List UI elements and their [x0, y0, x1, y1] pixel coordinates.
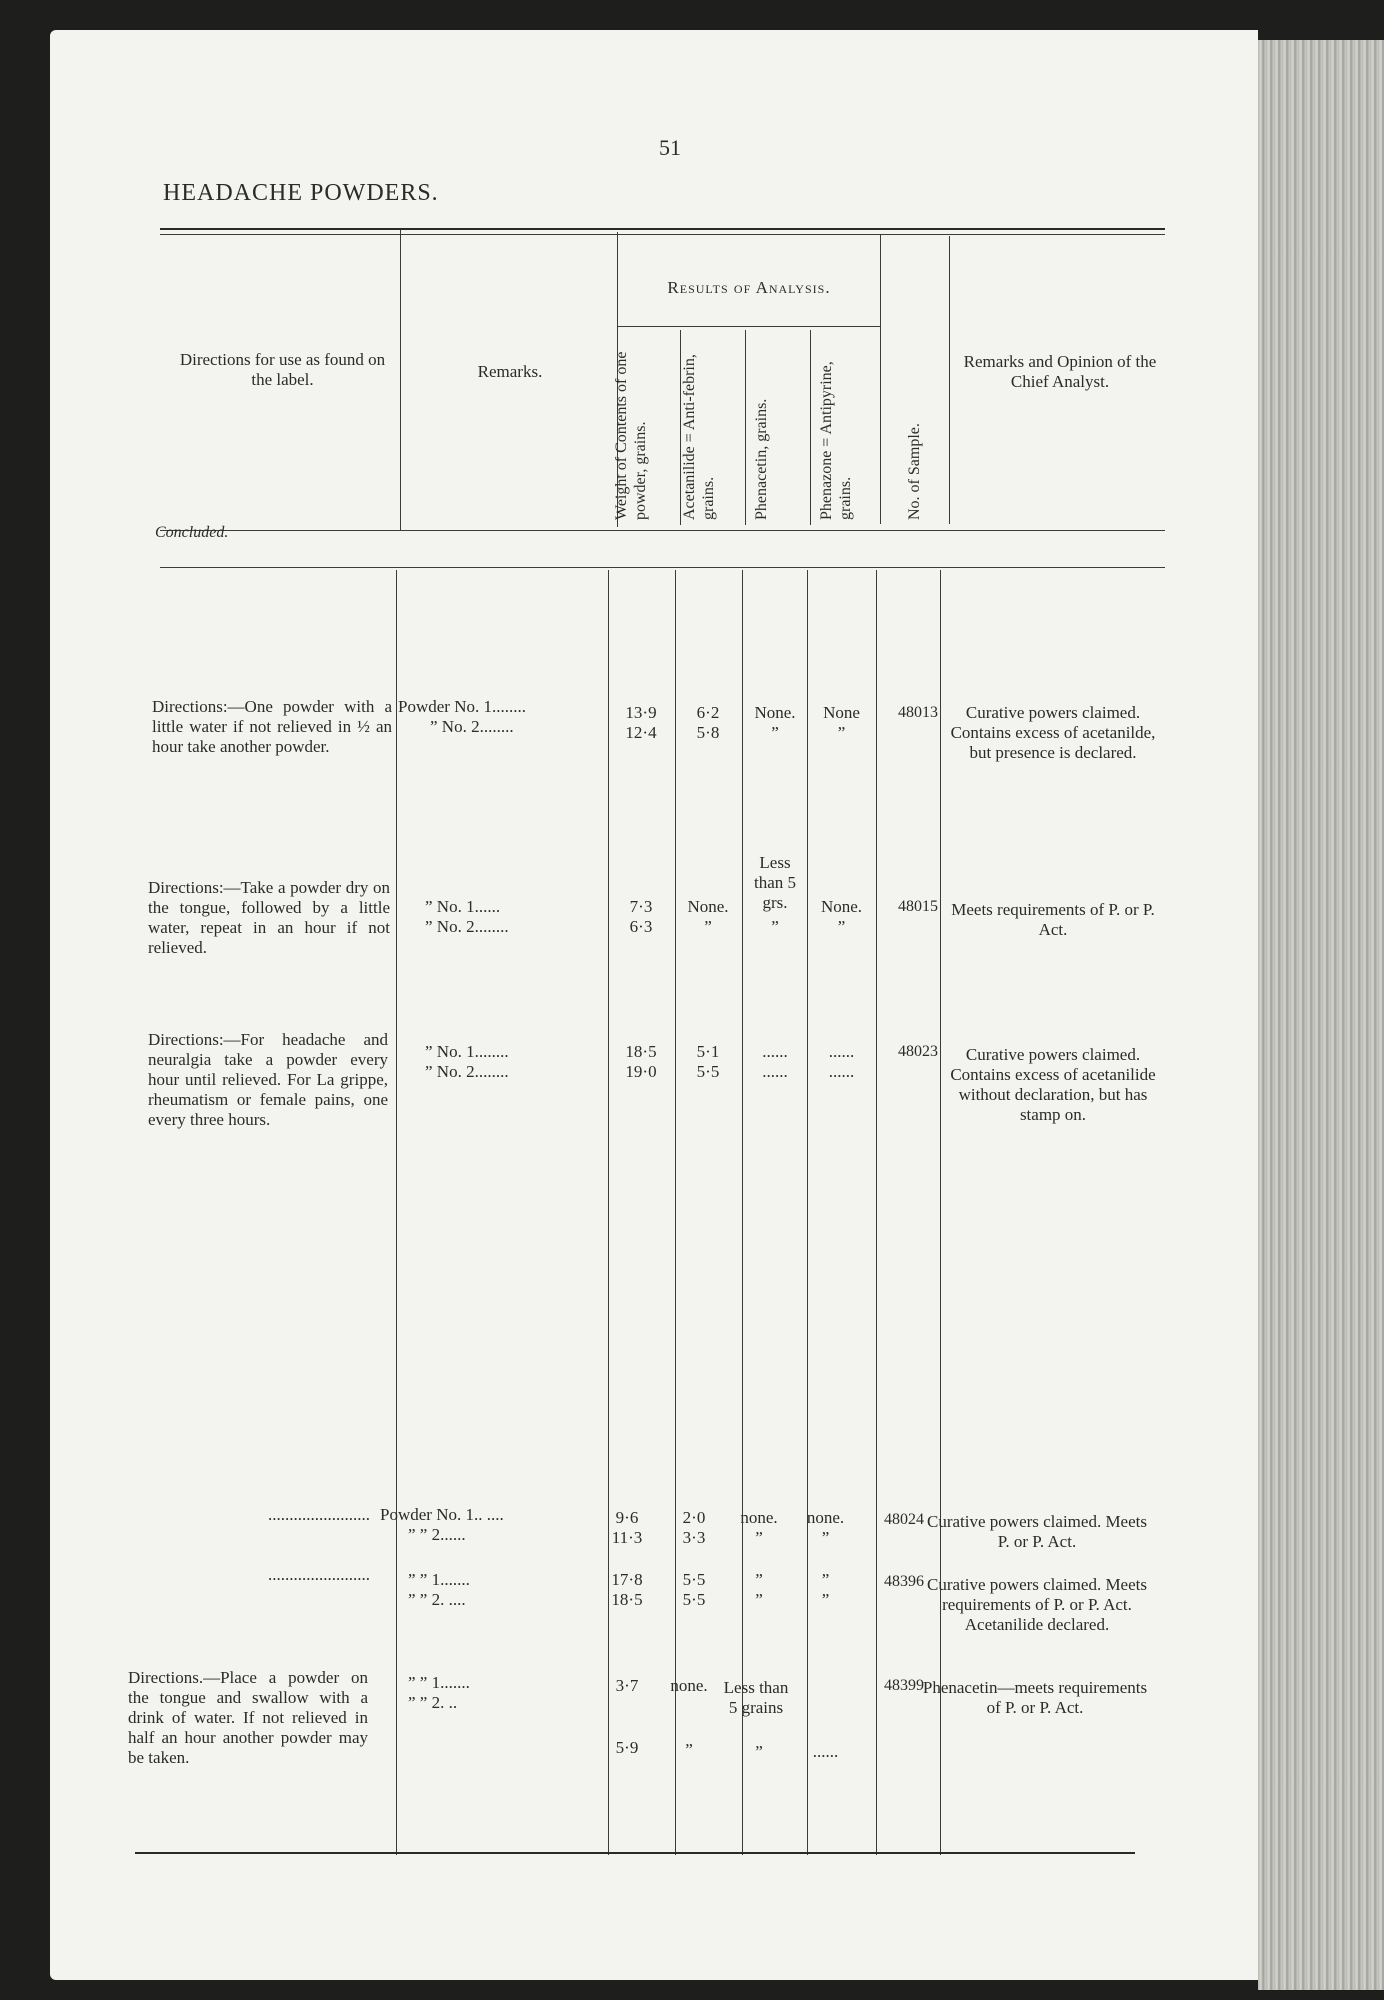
entry-acetanilide: 5·1 — [696, 1042, 720, 1061]
entry-phenazone: ...... — [812, 1742, 839, 1761]
entry-phenacetin: ” — [771, 917, 779, 936]
entry-opinion: Curative powers claimed. Contains excess of acetanilide without declaration, but has stamp on. — [950, 1045, 1156, 1124]
entry-weight: 5·9 — [615, 1738, 639, 1757]
header-remarks: Remarks. — [477, 362, 543, 381]
entry-sample: 48024 — [884, 1511, 924, 1528]
entry-remark: ” ” 1....... — [408, 1570, 470, 1589]
entry-phenacetin: Less than 5 grs. — [753, 853, 797, 912]
page-number: 51 — [659, 135, 681, 160]
entry-sample: 48399 — [884, 1677, 924, 1694]
entry-acetanilide: ” — [685, 1740, 693, 1759]
entry-phenazone: ” — [821, 1570, 830, 1589]
entry-remark: ” ” 1....... — [408, 1673, 470, 1692]
entry-directions: Directions.—Place a powder on the tongue and swallow with a drink of water. If not relieved in half an hour another powder may be taken. — [128, 1668, 368, 1767]
entry-phenazone: none. — [806, 1508, 845, 1527]
entry-acetanilide: 5·5 — [682, 1570, 706, 1589]
entry-acetanilide: 5·5 — [682, 1590, 706, 1609]
page-edges — [1258, 40, 1384, 1990]
col-sep — [880, 234, 881, 524]
entry-directions: Directions:—Take a powder dry on the tongue, followed by a little water, repeat in an hour if not relieved. — [148, 878, 390, 957]
entry-phenacetin: ” — [755, 1742, 763, 1761]
entry-opinion: Curative powers claimed. Meets P. or P. Act. — [927, 1512, 1147, 1551]
col-sep — [400, 230, 401, 530]
header-opinion: Remarks and Opinion of the Chief Analyst. — [963, 352, 1157, 391]
entry-weight: 18·5 — [611, 1590, 643, 1609]
entry-weight: 3·7 — [615, 1676, 639, 1695]
entry-opinion: Curative powers claimed. Contains excess of acetanilde, but presence is declared. — [950, 703, 1156, 762]
body-col-sep — [675, 570, 676, 1855]
top-rule — [160, 228, 1165, 230]
col-sep — [949, 236, 950, 524]
entry-phenacetin: ” — [755, 1570, 763, 1589]
entry-remark: ” No. 1........ — [425, 1042, 509, 1061]
page-title: HEADACHE POWDERS. — [163, 180, 439, 206]
entry-weight: 17·8 — [611, 1570, 643, 1589]
entry-opinion: Phenacetin—meets requirements of P. or P. Act. — [922, 1678, 1148, 1717]
entry-phenazone: None — [823, 703, 860, 722]
entry-phenacetin: none. — [740, 1508, 778, 1527]
body-col-sep — [807, 570, 808, 1855]
header-sample: No. of Sample. — [906, 423, 923, 520]
entry-acetanilide: 6·2 — [696, 703, 720, 722]
entry-acetanilide: 2·0 — [682, 1508, 706, 1527]
entry-phenazone: ” — [821, 1590, 830, 1609]
header-directions: Directions for use as found on the label. — [179, 350, 386, 389]
entry-sample: 48023 — [898, 1043, 938, 1060]
entry-remark: ” No. 2........ — [430, 717, 514, 736]
entry-weight: 9·6 — [615, 1508, 639, 1527]
bottom-rule — [135, 1852, 1135, 1854]
header-results: Results of Analysis. — [667, 278, 831, 297]
header-rule — [160, 530, 1165, 531]
entry-weight: 19·0 — [625, 1062, 657, 1081]
entry-remark: ” No. 1...... — [425, 897, 501, 916]
entry-acetanilide: 5·5 — [696, 1062, 720, 1081]
entry-weight: 7·3 — [629, 897, 653, 916]
entry-phenazone: ...... — [828, 1042, 855, 1061]
body-col-sep — [940, 570, 941, 1855]
entry-phenacetin: ” — [771, 723, 779, 742]
header-phenazone: Phenazone = Antipyrine, grains. — [818, 361, 854, 520]
entry-phenacetin: None. — [754, 703, 796, 722]
entry-remark: Powder No. 1........ — [398, 697, 526, 716]
entry-remark: ” ” 2...... — [408, 1525, 466, 1544]
entry-phenazone: ” — [837, 917, 846, 936]
body-col-sep — [742, 570, 743, 1855]
entry-weight: 18·5 — [625, 1042, 657, 1061]
entry-phenacetin: ” — [755, 1528, 763, 1547]
entry-remark: Powder No. 1.. .... — [380, 1505, 504, 1524]
header-acetanilide: Acetanilide = Anti-febrin, grains. — [681, 354, 717, 520]
section-note: Concluded. — [155, 524, 229, 541]
entry-directions: Directions:—For headache and neuralgia take a powder every hour until relieved. For La grippe, rheumatism or female pains, one every three hours. — [148, 1030, 388, 1129]
entry-acetanilide: none. — [670, 1676, 708, 1695]
body-col-sep — [396, 570, 397, 1855]
entry-weight: 6·3 — [629, 917, 653, 936]
body-col-sep — [876, 570, 877, 1855]
entry-remark: ” ” 2. .... — [408, 1590, 466, 1609]
entry-opinion: Meets requirements of P. or P. Act. — [951, 900, 1155, 939]
entry-sample: 48015 — [898, 898, 938, 915]
col-sep — [745, 330, 746, 525]
header-phenacetin: Phenacetin, grains. — [753, 398, 770, 520]
entry-phenazone: ...... — [828, 1062, 855, 1081]
entry-phenazone: None. — [820, 897, 863, 916]
body-rule — [160, 567, 1165, 568]
entry-phenazone: ” — [821, 1528, 830, 1547]
entry-sample: 48396 — [884, 1573, 924, 1590]
entry-weight: 13·9 — [625, 703, 657, 722]
entry-weight: 11·3 — [611, 1528, 643, 1547]
header-weight: Weight of Contents of one powder, grains. — [613, 351, 649, 520]
entry-directions: Directions:—One powder with a little water if not relieved in ½ an hour take another powder. — [152, 697, 392, 756]
col-sep — [810, 330, 811, 525]
entry-phenazone: ” — [837, 723, 846, 742]
entry-directions: ........................ — [268, 1505, 370, 1524]
entry-weight: 12·4 — [625, 723, 657, 742]
entry-opinion: Curative powers claimed. Meets requirements of P. or P. Act. Acetanilide declared. — [927, 1575, 1147, 1634]
entry-acetanilide: None. — [687, 897, 729, 916]
entry-phenacetin: ...... — [762, 1062, 788, 1081]
entry-phenacetin: ...... — [762, 1042, 788, 1061]
entry-acetanilide: 5·8 — [696, 723, 720, 742]
entry-remark: ” No. 2........ — [425, 917, 509, 936]
entry-phenacetin: Less than 5 grains — [723, 1678, 789, 1717]
entry-directions: ........................ — [268, 1565, 370, 1584]
entry-phenacetin: ” — [755, 1590, 763, 1609]
entry-remark: ” ” 2. .. — [408, 1693, 458, 1712]
body-col-sep — [608, 570, 609, 1855]
entry-sample: 48013 — [898, 704, 938, 721]
entry-remark: ” No. 2........ — [425, 1062, 509, 1081]
results-rule — [618, 326, 880, 327]
top-rule-thin — [160, 234, 1165, 235]
entry-acetanilide: 3·3 — [682, 1528, 706, 1547]
entry-acetanilide: ” — [704, 917, 712, 936]
